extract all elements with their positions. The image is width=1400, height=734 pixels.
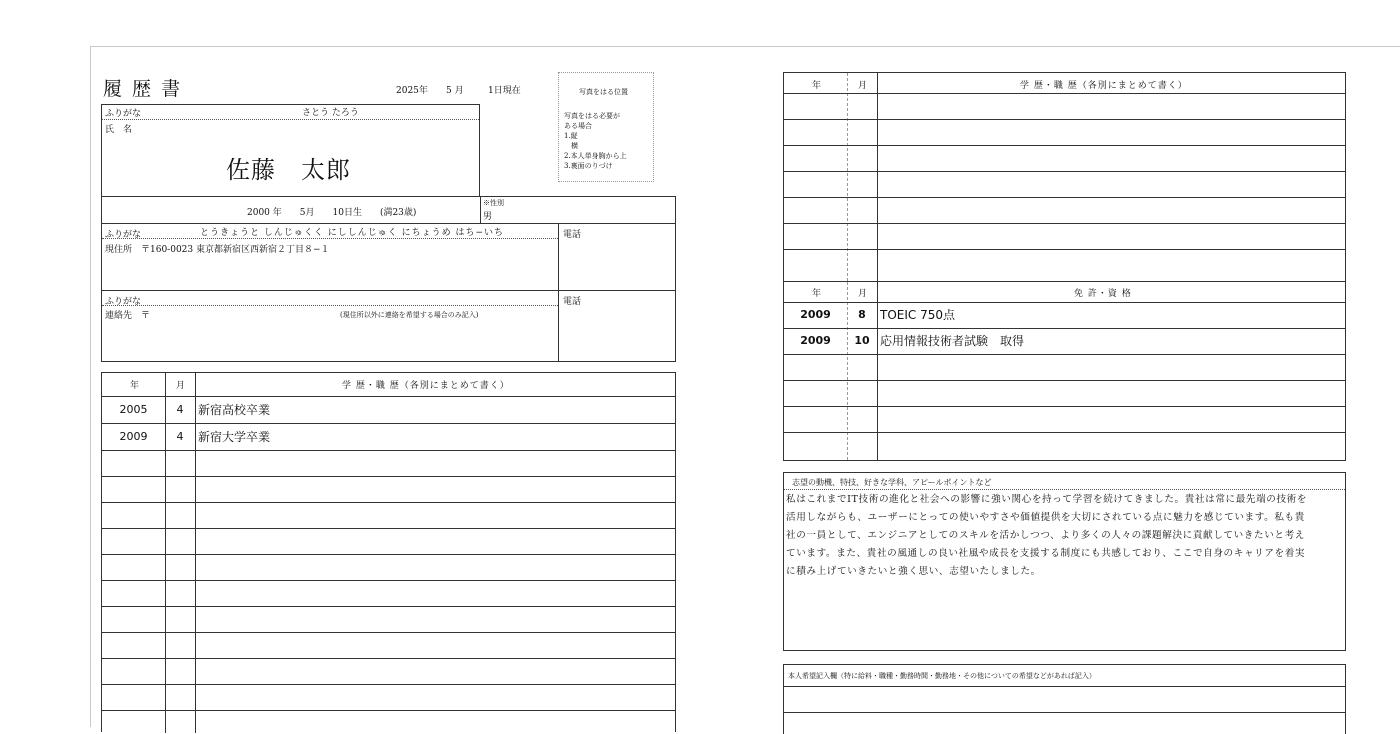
motivation-box	[783, 472, 1346, 651]
name-furigana-label: ふりがな	[105, 109, 142, 119]
photo-note-line: 横	[564, 142, 578, 150]
photo-note-line: 3.裏面のりづけ	[564, 162, 613, 170]
motivation-line: に積み上げていきたいと強く思い、志望いたしました。	[786, 566, 1041, 577]
motivation-line: ています。また、貴社の風通しの良い社風や成長を支援する制度にも共感しており、ここで自身のキャリアを着実	[786, 548, 1306, 559]
name-box	[101, 104, 480, 197]
address-value: 現住所 〒160-0023 東京都新宿区西新宿２丁目８−１	[105, 245, 330, 255]
col-year-header: 年	[812, 81, 822, 91]
contact-furigana-divider	[102, 305, 558, 306]
photo-note-line: 2.本人単身胸から上	[564, 152, 627, 160]
date-month: 5 月	[446, 86, 464, 96]
date-year: 2025年	[396, 86, 428, 96]
motivation-label: 志望の動機、特技、好きな学科、アピールポイントなど	[792, 478, 992, 487]
name-furigana: さとう たろう	[302, 108, 359, 118]
request-label: 本人希望記入欄（特に給料・職種・勤務時間・勤務地・その他についての希望などがあれば記入）	[788, 672, 1096, 680]
date-day: 1日現在	[488, 86, 521, 96]
address-furigana: とうきょうと しんじゅくく にししんじゅく にちょうめ はち−いち	[200, 228, 504, 238]
history-year: 2009	[119, 430, 148, 443]
address-phone-label: 電話	[563, 230, 582, 240]
license-entry: 応用情報技術者試験 取得	[880, 334, 1025, 348]
name-label: 氏 名	[105, 125, 133, 135]
motivation-line: 活用しながらも、ユーザーにとっての使いやすさや価値提供を大切にされている点に魅力を感じています。私も貴	[786, 512, 1305, 523]
license-year: 2009	[800, 308, 831, 321]
contact-label: 連絡先 〒	[105, 311, 151, 321]
license-year: 2009	[800, 334, 831, 347]
motivation-line: 社の一員として、エンジニアとしてのスキルを活かしつつ、より多くの人々の課題解決に貢献していきたいと考え	[786, 530, 1305, 541]
gender-label: ※性別	[483, 199, 504, 207]
col-license-header: 免 許・資 格	[1074, 289, 1132, 299]
gender-value: 男	[483, 212, 493, 222]
history-month: 4	[176, 403, 184, 416]
contact-note: (現住所以外に連絡を希望する場合のみ記入)	[340, 311, 479, 319]
motivation-divider	[784, 489, 1345, 490]
license-table	[783, 281, 1346, 461]
history-entry: 新宿高校卒業	[198, 403, 271, 417]
photo-area	[558, 72, 654, 182]
license-entry: TOEIC 750点	[880, 308, 955, 322]
col-history-header: 学 歴・職 歴（各別にまとめて書く）	[1020, 81, 1188, 91]
history-table-right	[783, 72, 1346, 282]
history-month: 4	[176, 430, 184, 443]
contact-phone-label: 電話	[563, 297, 582, 307]
birth-date: 2000 年 5月 10日生 (満23歳)	[247, 208, 417, 218]
photo-note-line: 写真をはる必要が	[564, 112, 620, 120]
history-entry: 新宿大学卒業	[198, 430, 271, 444]
birth-box	[101, 196, 676, 224]
history-year: 2005	[119, 403, 148, 416]
request-box	[783, 664, 1346, 734]
col-month-header: 月	[858, 289, 868, 299]
photo-note-line: ある場合	[564, 122, 592, 130]
contact-furigana-label: ふりがな	[105, 297, 142, 307]
col-history-header: 学 歴・職 歴（各別にまとめて書く）	[342, 381, 510, 391]
motivation-line: 私はこれまでIT技術の進化と社会への影響に強い関心を持って学習を続けてきました。貴社は常に最先端の技術を	[786, 494, 1308, 505]
history-table-left	[101, 372, 676, 732]
name-furigana-row	[102, 105, 479, 119]
address-box	[101, 223, 676, 362]
license-month: 10	[854, 334, 870, 347]
col-year-header: 年	[130, 381, 140, 391]
col-month-header: 月	[176, 381, 186, 391]
resume-title: 履 歴 書	[103, 78, 183, 100]
col-year-header: 年	[812, 289, 822, 299]
col-month-header: 月	[858, 81, 868, 91]
name-value: 佐藤 太郎	[226, 156, 351, 184]
address-furigana-divider	[102, 238, 558, 239]
photo-title: 写真をはる位置	[579, 88, 628, 96]
furigana-divider	[102, 119, 479, 120]
address-furigana-label: ふりがな	[105, 230, 142, 240]
photo-note-line: 1.縦	[564, 132, 578, 140]
license-month: 8	[858, 308, 866, 321]
